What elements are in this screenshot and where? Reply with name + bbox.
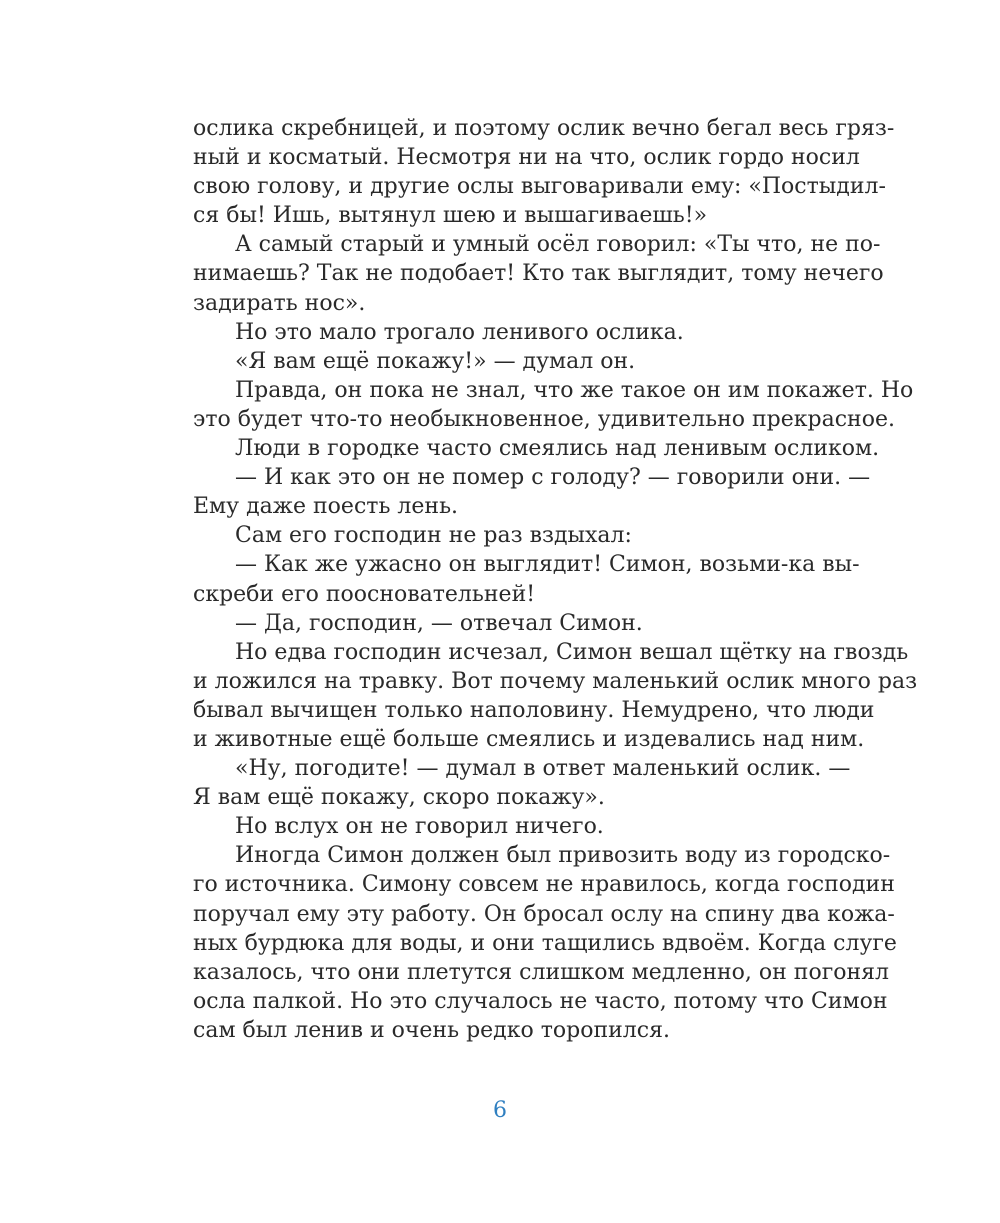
text-line: Ему даже поесть лень. [193, 494, 459, 520]
text-line: ослика скребницей, и поэтому ослик вечно бегал весь гряз- [193, 116, 895, 141]
text-line: «Ну, погодите! — думал в ответ маленький ослик. — [235, 756, 851, 782]
text-line: свою голову, и другие ослы выговаривали ему: «Постыдил- [193, 174, 886, 200]
text-line: поручал ему эту работу. Он бросал ослу на спину два кожа- [193, 901, 895, 927]
text-line: и животные ещё больше смеялись и издевались над ним. [193, 726, 865, 752]
text-line: бывал вычищен только наполовину. Немудрено, что люди [193, 697, 875, 723]
text-line: — Да, господин, — отвечал Симон. [235, 610, 643, 636]
text-line: задирать нос». [193, 290, 366, 316]
text-line: Иногда Симон должен был привозить воду из городско- [235, 843, 891, 869]
text-line: «Я вам ещё покажу!» — думал он. [235, 348, 636, 374]
text-line: осла палкой. Но это случалось не часто, потому что Симон [193, 988, 888, 1014]
body-text [193, 114, 918, 1045]
text-line: Но едва господин исчезал, Симон вешал щётку на гвоздь [235, 639, 909, 665]
text-line: ный и косматый. Несмотря ни на что, ослик гордо носил [193, 145, 860, 171]
text-line: ных бурдюка для воды, и они тащились вдвоём. Когда слуге [193, 930, 897, 956]
text-line: ся бы! Ишь, вытянул шею и вышагиваешь!» [193, 203, 708, 229]
text-line: Я вам ещё покажу, скоро покажу». [193, 785, 605, 811]
text-line: — И как это он не помер с голоду? — говорили они. — [235, 465, 871, 491]
text-line: Но это мало трогало ленивого ослика. [235, 319, 684, 345]
text-line: Правда, он пока не знал, что же такое он им покажет. Но [235, 377, 914, 403]
text-line: нимаешь? Так не подобает! Кто так выглядит, тому нечего [193, 261, 884, 287]
text-line: казалось, что они плетутся слишком медленно, он погонял [193, 959, 889, 985]
text-line: Но вслух он не говорил ничего. [235, 814, 604, 840]
text-line: и ложился на травку. Вот почему маленький ослик много раз [193, 668, 918, 694]
text-line: А самый старый и умный осёл говорил: «Ты что, не по- [235, 232, 881, 258]
text-line: Люди в городке часто смеялись над ленивым осликом. [235, 436, 880, 462]
text-line: го источника. Симону совсем не нравилось, когда господин [193, 872, 895, 898]
text-line: скреби его поосновательней! [193, 581, 536, 607]
text-line: это будет что-то необыкновенное, удивительно прекрасное. [193, 406, 895, 432]
page-number: 6 [493, 1098, 507, 1123]
text-line: сам был ленив и очень редко торопился. [193, 1017, 670, 1043]
text-line: — Как же ужасно он выглядит! Симон, возьми-ка вы- [235, 552, 860, 578]
text-line: Сам его господин не раз вздыхал: [235, 523, 632, 549]
